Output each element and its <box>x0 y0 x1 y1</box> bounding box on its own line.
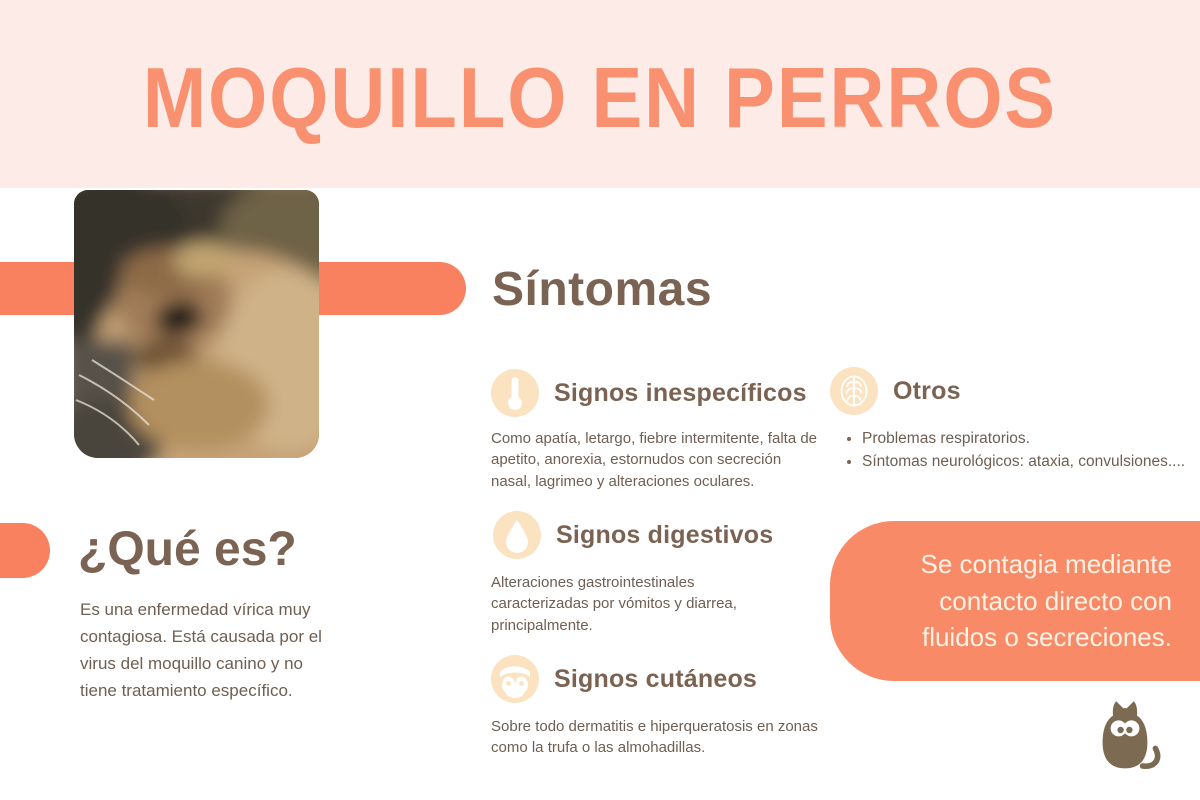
section-otros <box>830 367 961 415</box>
cat-logo-icon <box>1084 698 1166 778</box>
section-signos-digestivos <box>493 511 773 559</box>
otros-bullet: • Síntomas neurológicos: ataxia, convulsiones.... <box>862 451 1200 474</box>
section-signos-cutaneos <box>491 655 757 703</box>
sintomas-heading: Síntomas <box>492 263 713 316</box>
section-body: Alteraciones gastrointestinales caracterizadas por vómitos y diarrea, principalmente. <box>491 574 737 634</box>
section-body: Sobre todo dermatitis e hiperqueratosis en zonas como la trufa o las almohadillas. <box>491 718 818 757</box>
title-banner <box>0 0 1200 188</box>
section-title: Otros <box>893 376 961 405</box>
page-title: MOQUILLO EN PERROS <box>142 50 1058 146</box>
coral-pill <box>0 523 50 578</box>
section-title: Signos inespecíficos <box>554 378 807 407</box>
contagio-text: Se contagia mediante contacto directo con fluidos o secreciones. <box>920 548 1172 653</box>
thermometer-icon <box>491 369 539 417</box>
que-es-heading: ¿Qué es? <box>78 523 297 576</box>
dog-muzzle-icon <box>491 655 539 703</box>
que-es-body: Es una enfermedad vírica muy contagiosa. Está causada por el virus del moquillo canino y no tiene tratamiento específico. <box>80 600 322 700</box>
droplet-icon <box>493 511 541 559</box>
brain-icon <box>830 367 878 415</box>
contagio-callout-box <box>830 521 1200 681</box>
section-signos-inespecificos <box>491 369 807 417</box>
section-title: Signos cutáneos <box>554 664 758 693</box>
dog-nose-photo <box>74 190 319 458</box>
dog-nose-image <box>74 190 319 458</box>
otros-bullet: • Problemas respiratorios. <box>862 428 1200 451</box>
section-body: Como apatía, letargo, fiebre intermitente, falta de apetito, anorexia, estornudos con secreción nasal, lagrimeo y alteraciones oculares. <box>491 430 818 490</box>
otros-bullet-list <box>862 428 1200 474</box>
section-title: Signos digestivos <box>556 520 774 549</box>
